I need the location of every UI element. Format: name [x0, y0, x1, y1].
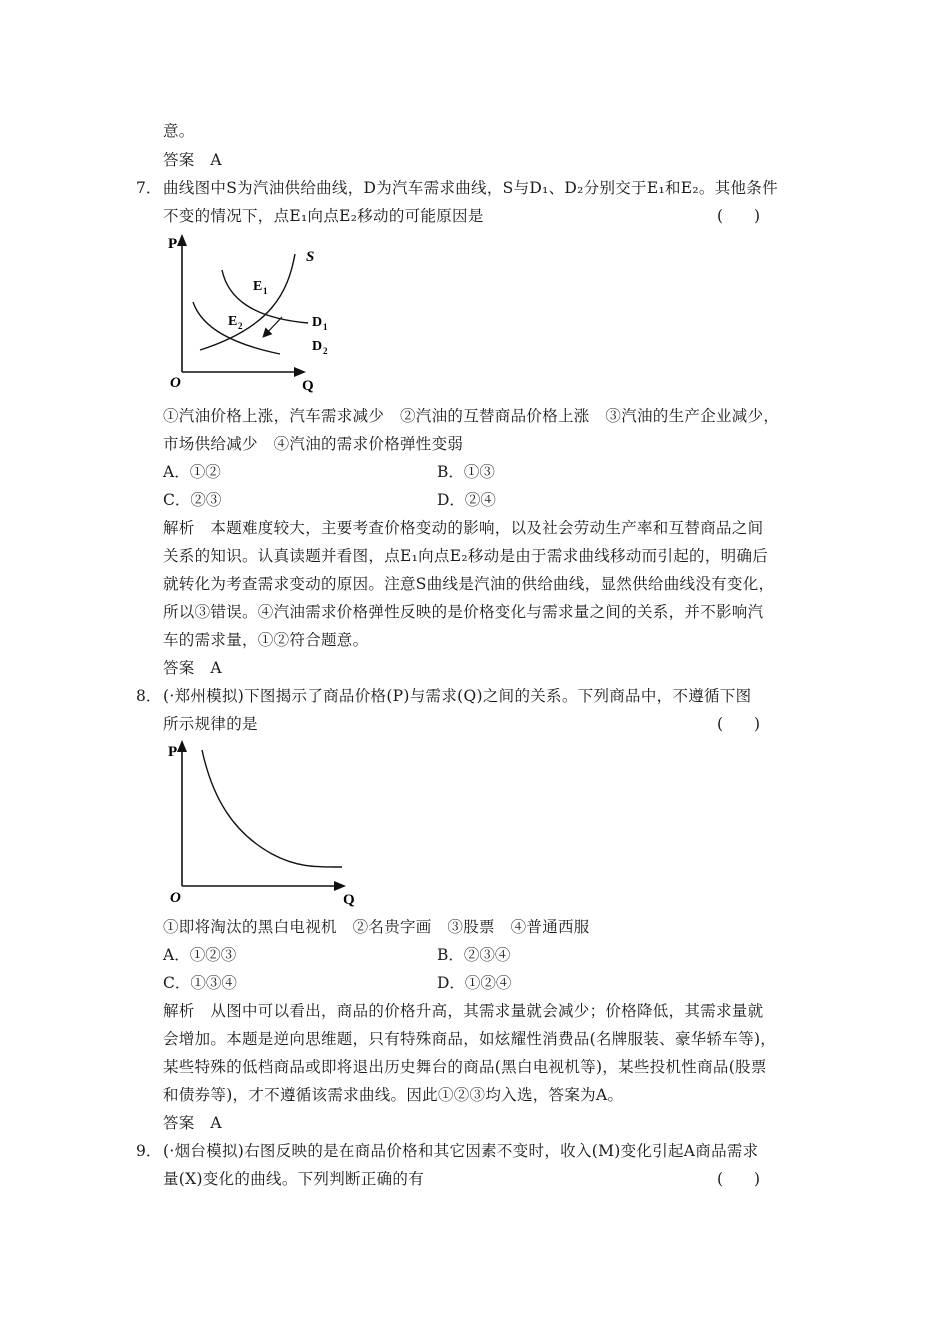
question-9-stem-line-2: 量(X)变化的曲线。下列判断正确的有 — [163, 1170, 425, 1188]
question-8-option-b: B．②③④ — [437, 946, 511, 964]
question-8-answer: 答案 A — [163, 1114, 222, 1132]
question-8-analysis-line-2: 会增加。本题是逆向思维题，只有特殊商品，如炫耀性消费品(名牌服装、豪华轿车等)， — [163, 1030, 777, 1048]
q8-x-axis-arrow-icon — [334, 881, 346, 891]
question-7-option-b: B．①③ — [437, 463, 495, 481]
question-7-stem-line-1: 曲线图中S为汽油供给曲线，D为汽车需求曲线，S与D₁、D₂分别交于E₁和E₂。其他条件 — [163, 179, 778, 197]
question-7-answer: 答案 A — [163, 659, 222, 677]
question-7-number: 7． — [136, 179, 162, 197]
question-8-analysis-line-3: 某些特殊的低档商品或即将退出历史舞台的商品(黑白电视机等)，某些投机性商品(股票 — [163, 1058, 767, 1076]
previous-analysis-ending: 意。 — [163, 122, 195, 140]
q8-demand-curve — [202, 750, 342, 867]
question-8-analysis-line-1: 解析 从图中可以看出，商品的价格升高，其需求量就会减少；价格降低，其需求量就 — [163, 1002, 764, 1020]
question-7-analysis-line-3: 就转化为考查需求变动的原因。注意S曲线是汽油的供给曲线，显然供给曲线没有变化， — [163, 575, 775, 593]
q7-d1-subscript: 1 — [323, 322, 328, 332]
question-7-option-c: C．②③ — [163, 491, 222, 509]
q8-p-axis-label: P — [168, 744, 178, 760]
question-9-stem-line-1: (·烟台模拟)右图反映的是在商品价格和其它因素不变时，收入(M)变化引起A商品需求 — [163, 1142, 759, 1160]
question-8-number: 8． — [136, 687, 162, 705]
question-7-option-a: A．①② — [163, 463, 221, 481]
q7-e2-subscript: 2 — [238, 321, 243, 331]
q7-e2-label: E — [228, 314, 238, 329]
q8-origin-label: O — [170, 890, 181, 906]
question-9-answer-blank: ( ) — [717, 1170, 761, 1188]
question-8-items: ①即将淘汰的黑白电视机 ②名贵字画 ③股票 ④普通西服 — [163, 918, 590, 936]
q7-e1-subscript: 1 — [263, 286, 268, 296]
q7-supply-curve-s — [200, 254, 295, 350]
question-8-answer-blank: ( ) — [717, 715, 761, 733]
q7-q-axis-label: Q — [302, 378, 314, 394]
question-7-analysis-line-4: 所以③错误。④汽油需求价格弹性反映的是价格变化与需求量之间的关系，并不影响汽 — [163, 603, 764, 621]
question-8-price-demand-figure — [160, 736, 360, 911]
q7-d2-subscript: 2 — [323, 346, 328, 356]
question-7-analysis-line-5: 车的需求量，①②符合题意。 — [163, 631, 369, 649]
q7-s-label: S — [306, 249, 315, 265]
q7-d2-label: D — [312, 339, 323, 354]
question-8-option-c: C．①③④ — [163, 974, 237, 992]
q7-shift-arrow — [264, 317, 282, 336]
question-9-number: 9． — [136, 1142, 162, 1160]
question-7-stem-line-2: 不变的情况下，点E₁向点E₂移动的可能原因是 — [163, 207, 484, 225]
q7-origin-label: O — [170, 375, 181, 391]
question-8-option-d: D．①②④ — [437, 974, 512, 992]
q7-y-axis-arrow-icon — [177, 234, 187, 246]
question-7-answer-blank: ( ) — [717, 207, 761, 225]
question-8-stem-line-1: (·郑州模拟)下图揭示了商品价格(P)与需求(Q)之间的关系。下列商品中，不遵循下图 — [163, 687, 752, 705]
question-7-items-line-1: ①汽油价格上涨，汽车需求减少 ②汽油的互替商品价格上涨 ③汽油的生产企业减少， — [163, 407, 780, 425]
q7-e1-label: E — [253, 279, 263, 294]
previous-answer: 答案 A — [163, 151, 222, 169]
q7-p-axis-label: P — [168, 236, 178, 252]
question-7-option-d: D．②④ — [437, 491, 496, 509]
q7-d1-label: D — [312, 315, 323, 330]
q7-x-axis-arrow-icon — [294, 367, 306, 377]
question-7-analysis-line-2: 关系的知识。认真读题并看图，点E₁向点E₂移动是由于需求曲线移动而引起的，明确后 — [163, 547, 769, 565]
question-8-option-a: A．①②③ — [163, 946, 237, 964]
question-7-supply-demand-figure — [160, 232, 340, 397]
question-8-stem-line-2: 所示规律的是 — [163, 715, 258, 733]
q8-y-axis-arrow-icon — [177, 740, 187, 752]
question-7-items-line-2: 市场供给减少 ④汽油的需求价格弹性变弱 — [163, 435, 464, 453]
question-8-analysis-line-4: 和债券等)，才不遵循该需求曲线。因此①②③均入选，答案为A。 — [163, 1086, 624, 1104]
q8-q-axis-label: Q — [343, 892, 355, 908]
question-7-analysis-line-1: 解析 本题难度较大，主要考查价格变动的影响，以及社会劳动生产率和互替商品之间 — [163, 519, 764, 537]
